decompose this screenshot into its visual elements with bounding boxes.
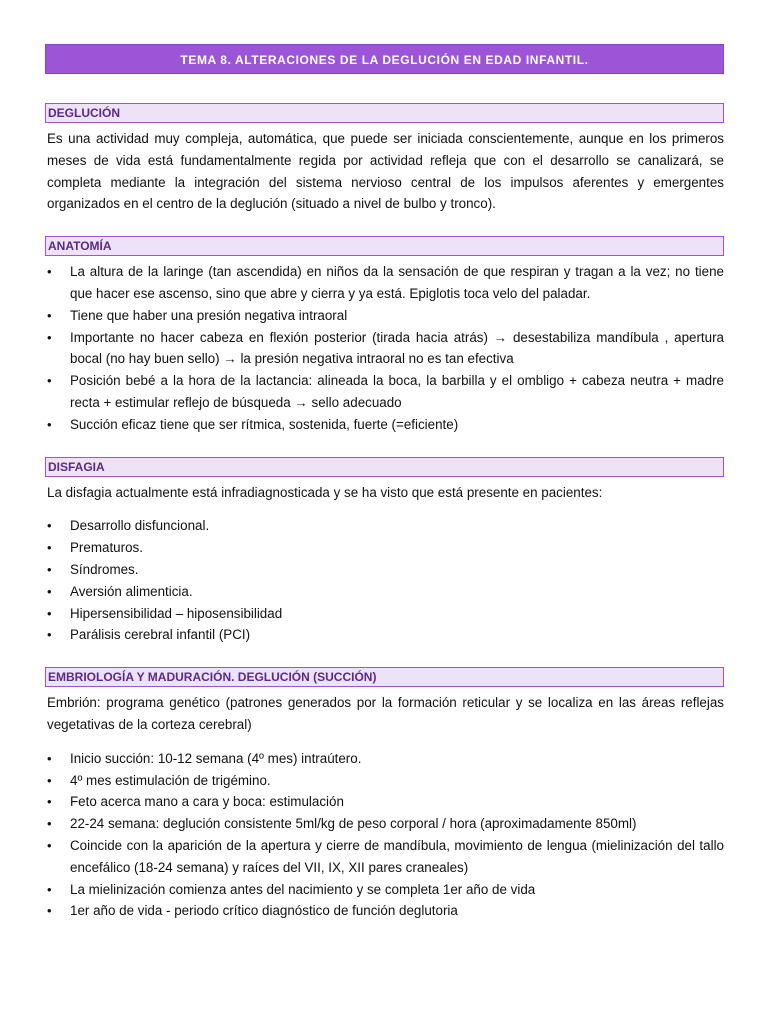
embriologia-list (45, 748, 724, 922)
section-header-embriologia: EMBRIOLOGÍA Y MADURACIÓN. DEGLUCIÓN (SUCCIÓN) (45, 667, 724, 687)
section-header-disfagia: DISFAGIA (45, 457, 724, 477)
bullet-icon: • (47, 750, 52, 766)
list-item: • Importante no hacer cabeza en flexión posterior (tirada hacia atrás) → desestabiliza mandíbula , apertura bocal (no hay buen sello) → la presión negativa intraoral no es tan efectiva (45, 327, 724, 371)
list-item: • Coincide con la aparición de la apertura y cierre de mandíbula, movimiento de lengua (mielinización del tallo encefálico (18-24 semana) y raíces del VII, IX, XII pares craneales) (45, 835, 724, 879)
list-item: • Prematuros. (45, 537, 724, 559)
list-item: • Hipersensibilidad – hiposensibilidad (45, 603, 724, 625)
list-item: • La altura de la laringe (tan ascendida) en niños da la sensación de que respiran y tragan a la vez; no tiene que hacer ese ascenso, sino que abre y cierra y ya está. Epiglotis toca velo del paladar. (45, 261, 724, 305)
bullet-icon: • (47, 561, 52, 577)
section-header-anatomia: ANATOMÍA (45, 236, 724, 256)
anatomia-list (45, 261, 724, 435)
bullet-icon: • (47, 605, 52, 621)
section-deglucion (45, 103, 724, 215)
bullet-icon: • (47, 307, 52, 323)
list-item: • Tiene que haber una presión negativa intraoral (45, 305, 724, 327)
bullet-icon: • (47, 518, 52, 534)
bullet-icon: • (47, 264, 52, 280)
bullet-icon: • (47, 373, 52, 389)
bullet-icon: • (47, 540, 52, 556)
list-item: • 22-24 semana: deglución consistente 5ml/kg de peso corporal / hora (aproximadamente 850ml) (45, 813, 724, 835)
list-item: • Feto acerca mano a cara y boca: estimulación (45, 791, 724, 813)
bullet-icon: • (47, 772, 52, 788)
bullet-icon: • (47, 881, 52, 897)
embriologia-intro: Embrión: programa genético (patrones generados por la formación reticular y se localiza en las áreas reflejas vegetativas de la corteza cerebral) (47, 695, 724, 732)
bullet-icon: • (47, 837, 52, 853)
bullet-icon: • (47, 794, 52, 810)
section-disfagia (45, 457, 724, 647)
bullet-icon: • (47, 583, 52, 599)
bullet-icon: • (47, 816, 52, 832)
bullet-icon: • (47, 903, 52, 919)
list-item: • Inicio succión: 10-12 semana (4º mes) intraútero. (45, 748, 724, 770)
disfagia-list (45, 515, 724, 646)
list-item: • 4º mes estimulación de trigémino. (45, 770, 724, 792)
list-item: • Posición bebé a la hora de la lactancia: alineada la boca, la barbilla y el ombligo + cabeza neutra + madre recta + estimular reflejo de búsqueda → sello adecuado (45, 370, 724, 414)
bullet-icon: • (47, 329, 52, 345)
list-item: • Desarrollo disfuncional. (45, 515, 724, 537)
disfagia-intro: La disfagia actualmente está infradiagnosticada y se ha visto que está presente en pacientes: (47, 484, 603, 500)
list-item: • Succión eficaz tiene que ser rítmica, sostenida, fuerte (=eficiente) (45, 414, 724, 436)
list-item: • Parálisis cerebral infantil (PCI) (45, 624, 724, 646)
list-item: • Aversión alimenticia. (45, 581, 724, 603)
deglucion-paragraph: Es una actividad muy compleja, automática, que puede ser iniciada conscientemente, aunque en los primeros meses de vida está fundamentalmente regida por actividad refleja que con el desarrollo se canalizará, se completa mediante la integración del sistema nervioso central de los impulsos aferentes y emergentes organizados en el centro de la deglución (situado a nivel de bulbo y tronco). (47, 131, 724, 212)
bullet-icon: • (47, 416, 52, 432)
list-item: • La mielinización comienza antes del nacimiento y se completa 1er año de vida (45, 879, 724, 901)
list-item: • Síndromes. (45, 559, 724, 581)
section-embriologia (45, 667, 724, 922)
bullet-icon: • (47, 627, 52, 643)
section-anatomia (45, 236, 724, 435)
document-page (45, 44, 724, 922)
section-header-deglucion: DEGLUCIÓN (45, 103, 724, 123)
document-title: TEMA 8. ALTERACIONES DE LA DEGLUCIÓN EN EDAD INFANTIL. (45, 44, 724, 74)
list-item: • 1er año de vida - periodo crítico diagnóstico de función deglutoria (45, 900, 724, 922)
